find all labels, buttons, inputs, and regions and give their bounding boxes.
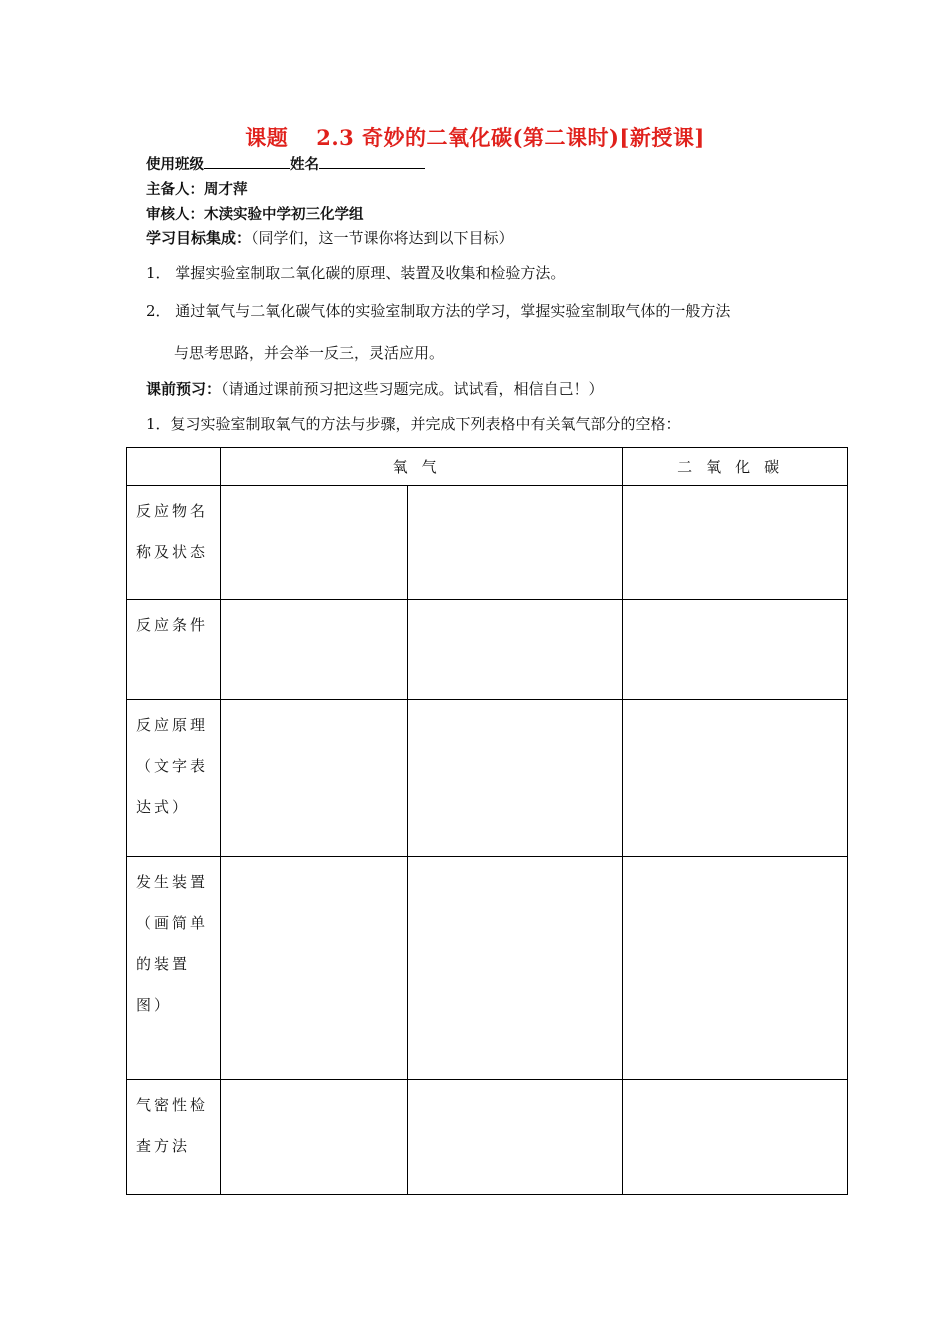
co2-cell[interactable] — [623, 486, 848, 600]
oxygen-cell-a[interactable] — [220, 857, 407, 1080]
oxygen-cell-a[interactable] — [220, 1080, 407, 1195]
header-oxygen: 氧气 — [220, 448, 622, 486]
co2-cell[interactable] — [623, 1080, 848, 1195]
oxygen-cell-b[interactable] — [407, 700, 623, 857]
preview-heading-line — [146, 378, 604, 399]
row-label: 发生装置（画简单的装置图） — [127, 857, 221, 1080]
lesson-title — [0, 122, 950, 152]
co2-cell[interactable] — [623, 857, 848, 1080]
title-main: 2.3 奇妙的二氧化碳(第二课时)[新授课] — [316, 125, 705, 150]
row-label: 反应条件 — [127, 600, 221, 700]
comparison-table — [126, 447, 848, 1195]
oxygen-cell-a[interactable] — [220, 600, 407, 700]
oxygen-cell-b[interactable] — [407, 486, 623, 600]
preview-heading: 课前预习： — [146, 380, 222, 398]
objective-item-2-cont: 与思考思路，并会举一反三，灵活应用。 — [174, 344, 445, 362]
oxygen-cell-b[interactable] — [407, 600, 623, 700]
oxygen-cell-a[interactable] — [220, 700, 407, 857]
table-header-row — [127, 448, 848, 486]
row-label: 气密性检查方法 — [127, 1080, 221, 1195]
oxygen-cell-a[interactable] — [220, 486, 407, 600]
class-name-line — [146, 153, 425, 174]
title-prefix: 课题 — [245, 125, 289, 150]
oxygen-cell-b[interactable] — [407, 857, 623, 1080]
objective-item-1: 1． 掌握实验室制取二氧化碳的原理、装置及收集和检验方法。 — [146, 264, 566, 282]
reviewer: 审核人：木渎实验中学初三化学组 — [146, 206, 364, 223]
name-label: 姓名 — [290, 156, 319, 173]
row-label: 反应原理（文字表达式） — [127, 700, 221, 857]
co2-cell[interactable] — [623, 600, 848, 700]
table-row — [127, 486, 848, 600]
name-blank[interactable] — [319, 154, 425, 169]
preparer: 主备人：周才萍 — [146, 181, 248, 198]
objectives-note: （同学们，这一节课你将达到以下目标） — [251, 229, 514, 247]
class-blank[interactable] — [204, 154, 290, 169]
table-row — [127, 600, 848, 700]
objective-item-2: 2． 通过氧气与二氧化碳气体的实验室制取方法的学习，掌握实验室制取气体的一般方法 — [146, 302, 731, 320]
preview-task: 1．复习实验室制取氧气的方法与步骤，并完成下列表格中有关氧气部分的空格： — [146, 415, 681, 433]
row-label: 反应物名称及状态 — [127, 486, 221, 600]
table-row — [127, 857, 848, 1080]
table-row — [127, 1080, 848, 1195]
objectives-heading-line — [146, 227, 514, 248]
header-empty-cell — [127, 448, 221, 486]
table-row — [127, 700, 848, 857]
header-co2: 二氧化碳 — [623, 448, 848, 486]
co2-cell[interactable] — [623, 700, 848, 857]
objectives-heading: 学习目标集成： — [146, 229, 252, 247]
oxygen-cell-b[interactable] — [407, 1080, 623, 1195]
preview-note: （请通过课前预习把这些习题完成。试试看，相信自己！） — [221, 380, 604, 398]
class-label: 使用班级 — [146, 156, 204, 173]
